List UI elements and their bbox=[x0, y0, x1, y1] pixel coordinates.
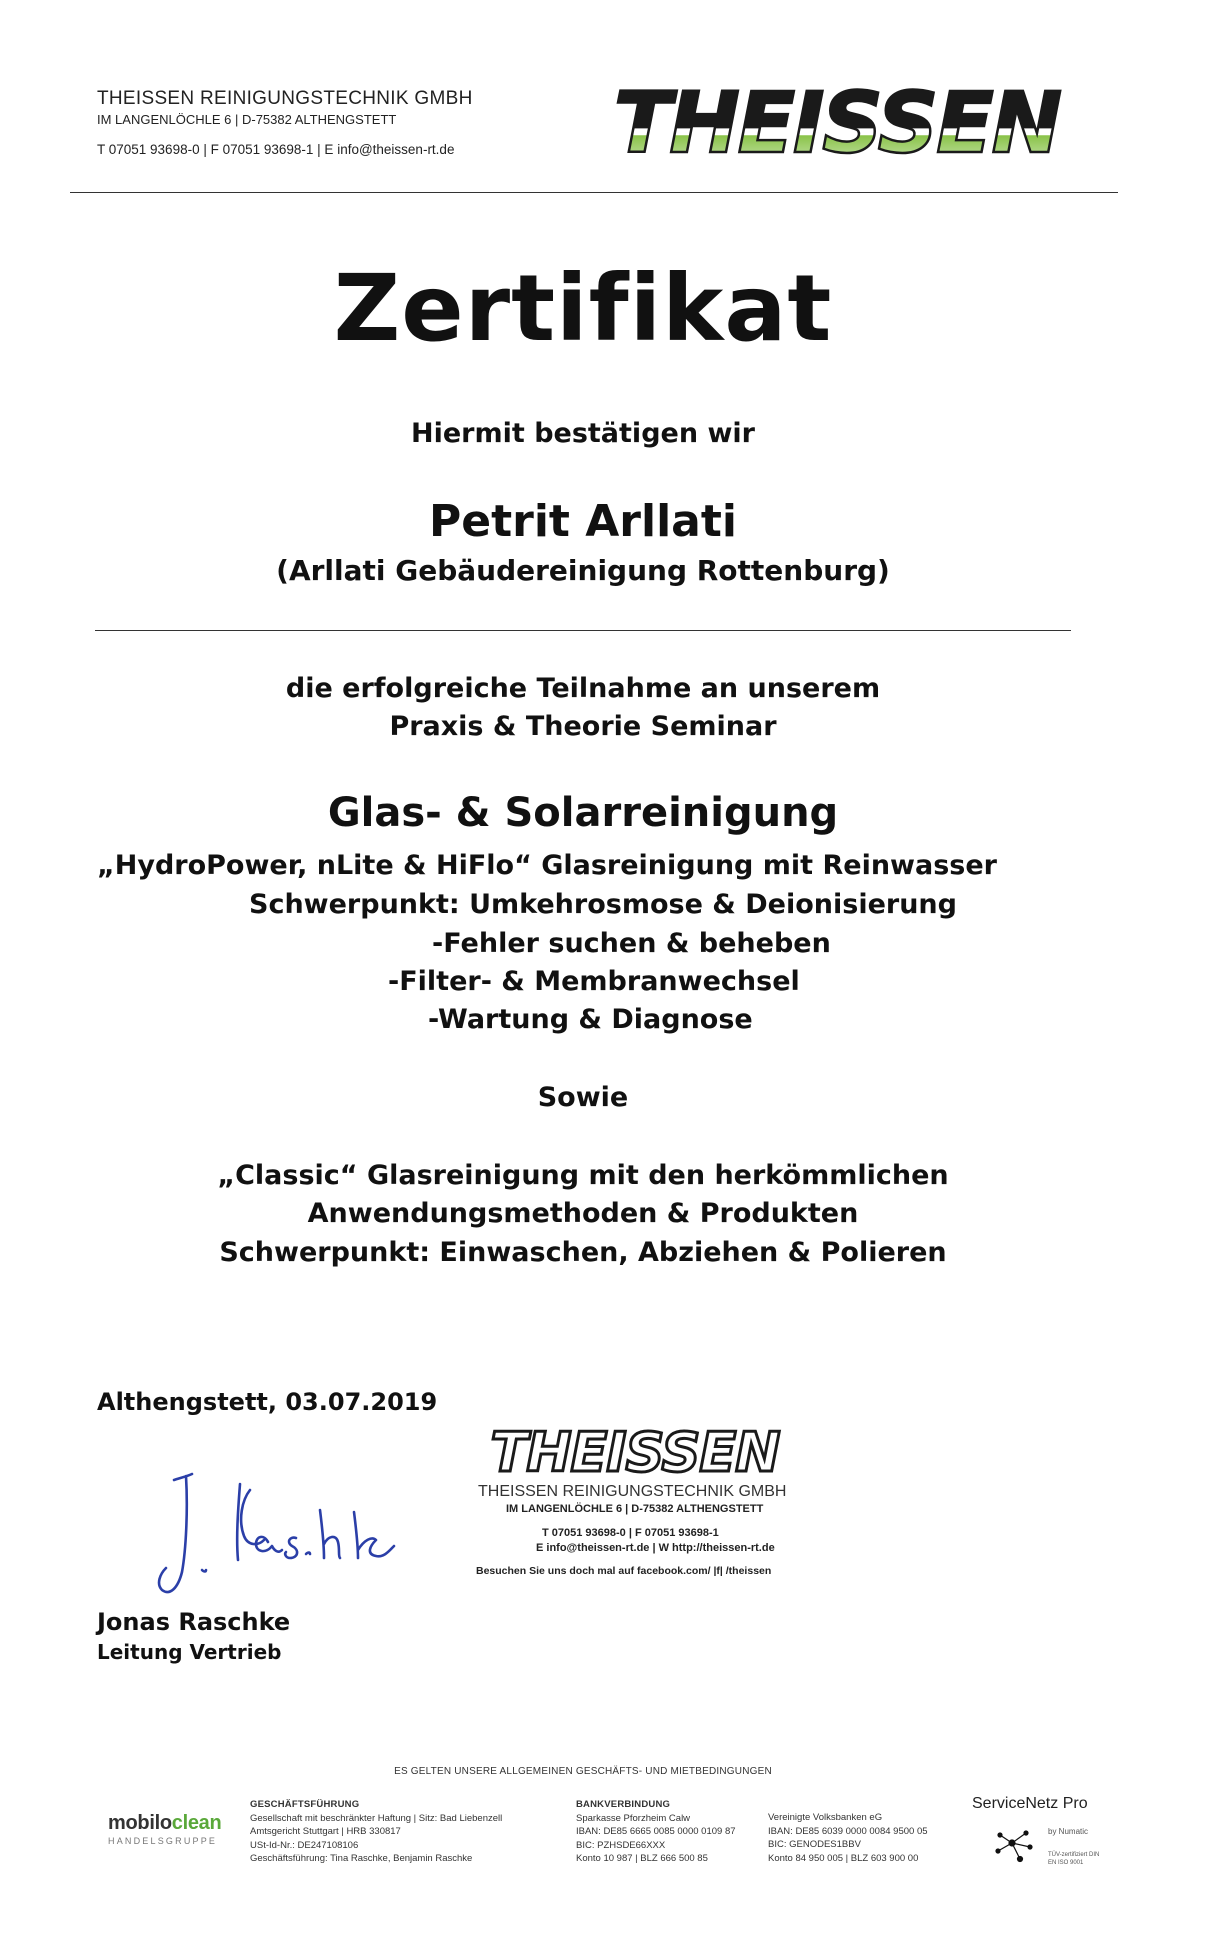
conjunction-text: Sowie bbox=[537, 1082, 629, 1113]
stamp-address: IM LANGENLÖCHLE 6 | D-75382 ALTHENGSTETT bbox=[506, 1503, 764, 1515]
certificate-title: Zertifikat bbox=[333, 255, 833, 362]
stamp-logo bbox=[470, 1425, 805, 1477]
course-detail: -Wartung & Diagnose bbox=[428, 1004, 753, 1035]
header-address: IM LANGENLÖCHLE 6 | D-75382 ALTHENGSTETT bbox=[97, 112, 397, 127]
header-company-name: THEISSEN REINIGUNGSTECHNIK GMBH bbox=[97, 88, 473, 109]
classic-detail: Schwerpunkt: Einwaschen, Abziehen & Polieren bbox=[219, 1237, 947, 1268]
body-divider bbox=[95, 630, 1071, 631]
course-detail: -Fehler suchen & beheben bbox=[432, 928, 831, 959]
stamp-web: E info@theissen-rt.de | W http://theissen-rt.de bbox=[536, 1542, 775, 1554]
footer-bank-sparkasse: BANKVERBINDUNG Sparkasse Pforzheim Calw IBAN: DE85 6665 0085 0000 0109 87 BIC: PZHSDE66XXX Konto 10 987 | BLZ 666 500 85 bbox=[576, 1799, 736, 1864]
course-detail: „HydroPower, nLite & HiFlo“ Glasreinigung mit Reinwasser bbox=[97, 850, 997, 881]
classic-detail: „Classic“ Glasreinigung mit den herkömmlichen bbox=[217, 1160, 949, 1191]
course-detail: Schwerpunkt: Umkehrosmose & Deionisierung bbox=[249, 889, 957, 920]
stamp-facebook: Besuchen Sie uns doch mal auf facebook.com/ |f| /theissen bbox=[476, 1565, 772, 1577]
confirmation-text: Hiermit bestätigen wir bbox=[411, 418, 755, 449]
recipient-name: Petrit Arllati bbox=[429, 496, 737, 547]
header-contact: T 07051 93698-0 | F 07051 93698-1 | E info@theissen-rt.de bbox=[97, 142, 455, 157]
svg-text:THEISSEN: THEISSEN bbox=[490, 1425, 780, 1477]
recipient-company: (Arllati Gebäudereinigung Rottenburg) bbox=[276, 554, 890, 587]
stamp-phone: T 07051 93698-0 | F 07051 93698-1 bbox=[542, 1527, 719, 1539]
classic-detail: Anwendungsmethoden & Produkten bbox=[307, 1198, 859, 1229]
footer-bank-volksbank: Vereinigte Volksbanken eG IBAN: DE85 6039 0000 0084 9500 05 BIC: GENODES1BBV Konto 84 950 005 | BLZ 603 900 00 bbox=[768, 1812, 928, 1864]
header-divider bbox=[70, 192, 1118, 193]
theissen-logo bbox=[585, 82, 1090, 162]
signer-role: Leitung Vertrieb bbox=[97, 1640, 282, 1664]
mobiloclean-logo: mobiloclean HANDELSGRUPPE bbox=[108, 1812, 222, 1846]
place-date: Althengstett, 03.07.2019 bbox=[97, 1388, 438, 1416]
network-icon bbox=[992, 1821, 1052, 1871]
handwritten-signature bbox=[140, 1450, 410, 1610]
course-title: Glas- & Solarreinigung bbox=[327, 790, 839, 836]
footer-management: GESCHÄFTSFÜHRUNG Gesellschaft mit beschränkter Haftung | Sitz: Bad Liebenzell Amtsgericht Stuttgart | HRB 330817 USt-Id-Nr.: DE247108106 Geschäftsführung: Tina Raschke, Benjamin Raschke bbox=[250, 1799, 503, 1864]
servicenetz-logo: ServiceNetz Pro by Numatic TÜV-zertifiziert DIN EN ISO 9001 bbox=[972, 1795, 1102, 1813]
stamp-company: THEISSEN REINIGUNGSTECHNIK GMBH bbox=[478, 1483, 787, 1500]
logo-wordmark: THEISSEN bbox=[614, 82, 1060, 162]
participation-line-1: die erfolgreiche Teilnahme an unserem bbox=[285, 673, 881, 704]
course-detail: -Filter- & Membranwechsel bbox=[388, 966, 800, 997]
terms-notice: ES GELTEN UNSERE ALLGEMEINEN GESCHÄFTS- UND MIETBEDINGUNGEN bbox=[394, 1766, 772, 1777]
company-stamp bbox=[470, 1425, 810, 1595]
participation-line-2: Praxis & Theorie Seminar bbox=[389, 711, 777, 742]
signer-name: Jonas Raschke bbox=[97, 1608, 291, 1636]
